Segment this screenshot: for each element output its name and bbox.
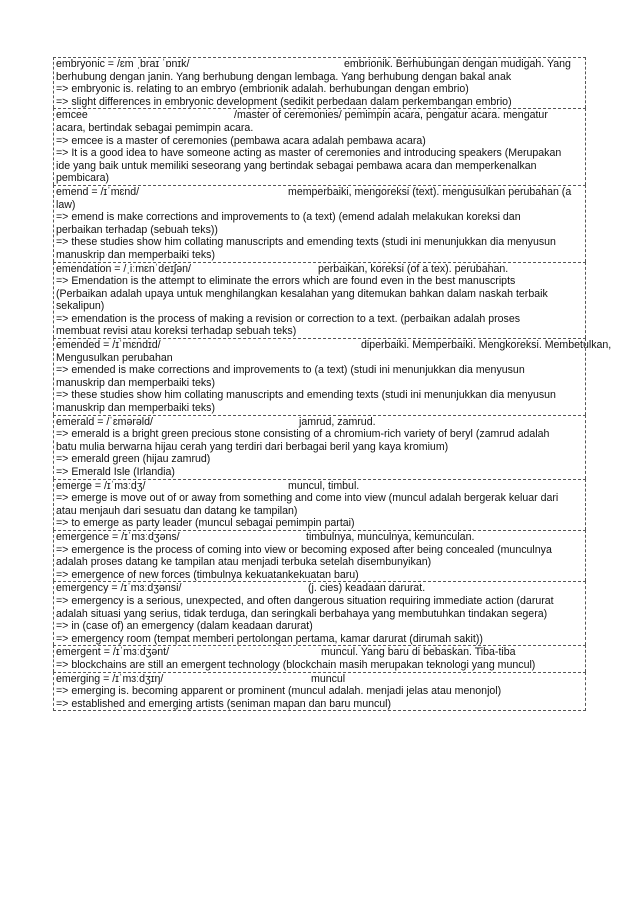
entry-text-line: sekalipun) [56,300,105,313]
definition: muncul [311,672,346,685]
dictionary-entry [53,672,586,712]
dictionary-entry [53,262,586,339]
entry-text-line: pembicara) [56,172,109,185]
entry-text-line: => emendation is the process of making a revision or correction to a text. (perbaikan adalah proses [56,312,521,325]
entry-head-line [56,109,583,122]
headword: emergency = /ɪˈmɜːdʒənsi/ [56,582,182,595]
entry-text-line: membuat revisi atau koreksi terhadap sebuah teks) [56,325,297,338]
dictionary-entry [53,415,586,479]
dictionary-page [53,57,612,711]
entry-head-line [56,416,583,429]
definition: /master of ceremonies/ pemimpin acara, pengatur acara. mengatur [234,109,548,122]
entry-text-line: => emergence is the process of coming into view or becoming exposed after being concealed (munculnya [56,543,552,556]
entry-head-line [56,339,612,352]
headword: embryonic = /ɛm ˌbraɪ ˈɒnɪk/ [56,58,190,70]
entry-text-line: manuskrip dan memperbaiki teks) [56,376,215,389]
entry-text-line: => to emerge as party leader (muncul sebagai pemimpin partai) [56,517,355,530]
entry-text-line: (Perbaikan adalah upaya untuk menghilangkan kesalahan yang ditemukan bahkan dalam naskah terbaik [56,287,548,300]
dictionary-entry [53,108,586,185]
dictionary-entry [53,530,586,581]
entry-head-line [56,582,583,595]
dictionary-entry [53,338,612,415]
headword: emerald = /ˈɛmərəld/ [56,415,153,428]
entry-text-line: batu mulia berwarna hijau cerah yang terdiri dari berbagai beril yang kaya kromium) [56,440,449,453]
entry-text-line: => emergency is a serious, unexpected, and often dangerous situation requiring immediate action (darurat [56,594,554,607]
entry-text-line: => these studies show him collating manuscripts and emending texts (studi ini menunjukkan dia menyusun [56,389,556,402]
definition: muncul, timbul. [288,479,360,492]
entry-head-line [56,480,583,493]
definition: memperbaiki, mengoreksi (text). mengusulkan perubahan (a [288,185,572,198]
entry-text-line: perbaikan terhadap (sebuah teks)) [56,223,218,236]
entry-text-line: manuskrip dan memperbaiki teks) [56,402,215,415]
entry-text-line: => emended is make corrections and improvements to (a text) (studi ini menunjukkan dia menyusun [56,364,525,377]
entry-text-line: => It is a good idea to have someone acting as master of ceremonies and introducing speakers (Merupakan [56,147,562,160]
definition: jamrud, zamrud. [299,415,376,428]
entry-text-line: law) [56,198,76,211]
entry-head-line [56,263,583,276]
definition: muncul. Yang baru di bebaskan. Tiba-tiba [321,646,516,659]
entry-text-line: berhubung dengan janin. Yang berhubung dengan lembaga. Yang berhubung dengan bakal anak [56,70,512,83]
entry-text-line: => blockchains are still an emergent technology (blockchain masih merupakan teknologi yang muncul) [56,658,536,671]
entry-text-line: => Emerald Isle (Irlandia) [56,466,175,478]
definition: embrionik. Berhubungan dengan mudigah. Yang [344,58,571,70]
headword: emendation = /ˌiːmɛnˈdeɪʃən/ [56,262,191,275]
entry-text-line: => emerge is move out of or away from something and come into view (muncul adalah bergerak keluar dari [56,492,559,505]
entry-text-line: => emend is make corrections and improvements to (a text) (emend adalah melakukan koreksi dan [56,211,521,224]
entry-text-line: => slight differences in embryonic development (sedikit perbedaan dalam perkembangan embrio) [56,95,512,108]
entry-text-line: adalah proses datang ke tampilan atau menjadi terbuka setelah disembunyikan) [56,556,432,569]
headword: emergent = /ɪˈmɜːdʒənt/ [56,646,170,659]
entry-text-line: => in (case of) an emergency (dalam keadaan darurat) [56,620,313,633]
entry-text-line: => emerald green (hijau zamrud) [56,453,211,466]
entry-text-line: atau menjauh dari sesuatu dan datang ke tampilan) [56,504,298,517]
dictionary-entry [53,581,586,645]
headword: emerging = /ɪˈmɜːdʒɪŋ/ [56,672,164,685]
entry-text-line: => emerald is a bright green precious stone consisting of a chromium-rich variety of beryl (zamrud adalah [56,428,550,441]
entry-text-line: => embryonic is. relating to an embryo (embrionik adalah. berhubungan dengan embrio) [56,83,469,96]
headword: emcee [56,109,88,122]
entry-text-line: => Emendation is the attempt to eliminate the errors which are found even in the best manuscripts [56,275,516,288]
entry-text-line: => emerging is. becoming apparent or prominent (muncul adalah. menjadi jelas atau menonjol) [56,685,502,698]
entry-head-line [56,646,583,659]
entry-text-line: => emergence of new forces (timbulnya kekuatankekuatan baru) [56,568,359,581]
entry-text-line: => these studies show him collating manuscripts and emending texts (studi ini menunjukkan dia menyusun [56,236,556,249]
definition: timbulnya, munculnya, kemunculan. [306,530,475,543]
entry-text-line: Mengusulkan perubahan [56,351,173,364]
entry-text-line: ide yang baik untuk memiliki seseorang yang bertindak sebagai pembawa acara dan memperkenalkan [56,159,537,172]
headword: emend = /ɪˈmɛnd/ [56,185,140,198]
entry-text-line: => established and emerging artists (seniman mapan dan baru muncul) [56,697,392,710]
dictionary-entry [53,185,586,262]
headword: emended = /ɪˈmɛndɪd/ [56,339,161,352]
headword: emergence = /ɪˈmɜːdʒəns/ [56,530,180,543]
definition: perbaikan, koreksi (of a tex). perubahan. [318,262,509,275]
dictionary-entry [53,57,586,108]
entry-text-line: => emergency room (tempat memberi pertolongan pertama, kamar darurat (dirumah sakit)) [56,632,483,645]
dictionary-entry [53,645,586,671]
dictionary-entry [53,479,586,530]
entry-text-line: adalah situasi yang serius, tidak terduga, dan seringkali berbahaya yang membutuhkan tindakan segera) [56,607,548,620]
entry-head-line [56,58,583,71]
entry-text-line: acara, bertindak sebagai pemimpin acara. [56,121,254,134]
entry-text-line: manuskrip dan memperbaiki teks) [56,248,215,261]
headword: emerge = /ɪˈmɜːdʒ/ [56,479,146,492]
entry-text-line: => emcee is a master of ceremonies (pembawa acara adalah pembawa acara) [56,134,426,147]
definition: (j. cies) keadaan darurat. [308,582,426,595]
entry-head-line [56,531,583,544]
entry-head-line [56,186,583,199]
entry-head-line [56,673,583,686]
definition: diperbaiki. Memperbaiki. Mengkoreksi. Membetulkan, [361,339,612,352]
